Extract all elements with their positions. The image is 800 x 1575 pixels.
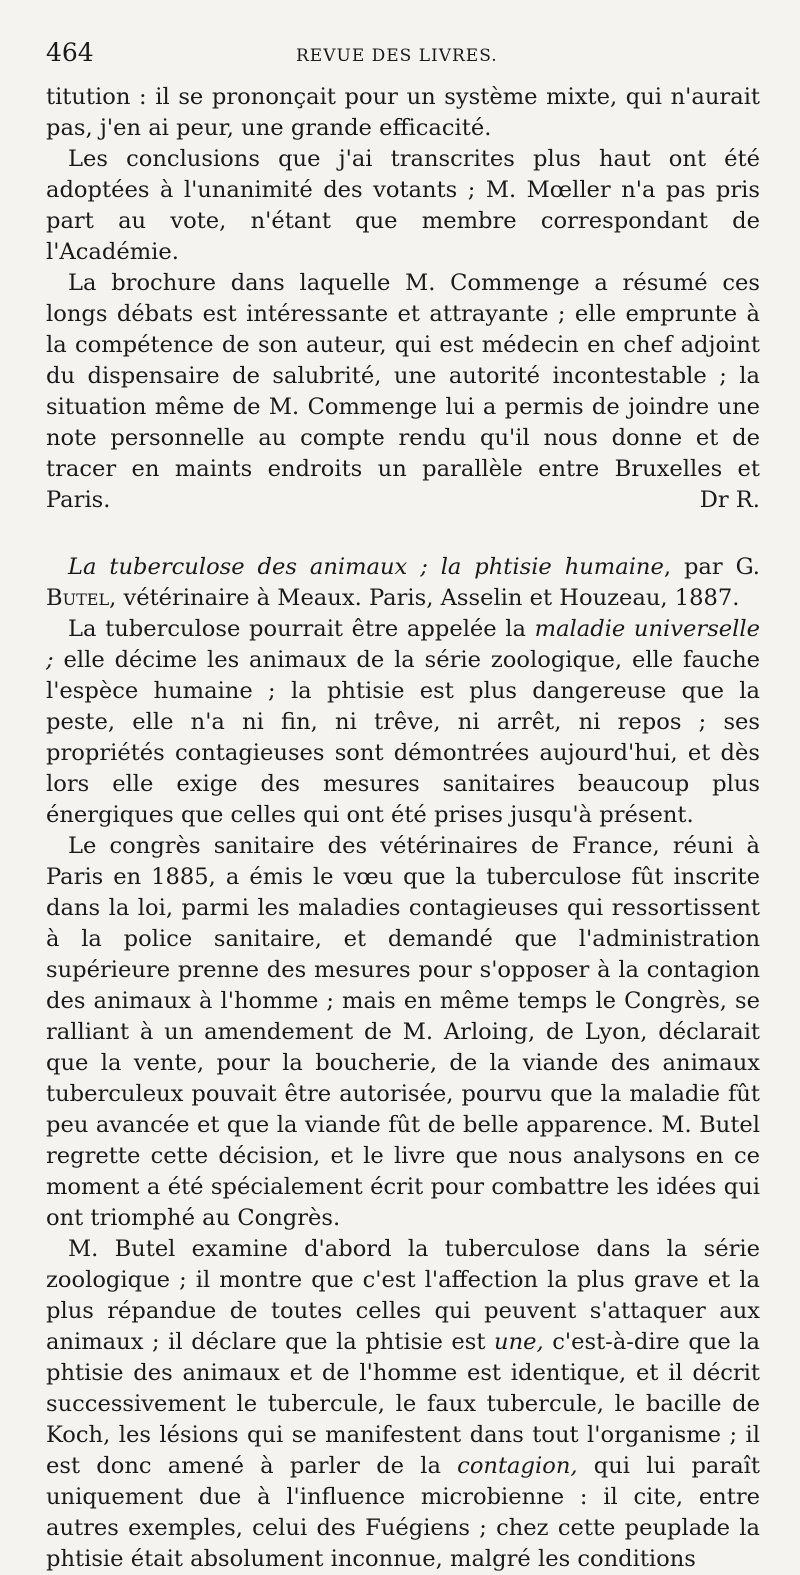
paragraph-brochure-text: La brochure dans laquelle M. Commenge a résumé ces longs débats est intéressante et attrayante ; elle emprunte à la compétence de son auteur, qui est médecin en chef adjoint du dispensaire de salubrité, une autorité incontestable ; la situation même de M. Commenge lui a permis de joindre une note personnelle au compte rendu qu'il nous donne et de tracer en maints endroits un parallèle entre Bruxelles et Paris. xyxy=(46,270,760,513)
text-run: c'est-à-dire que la phtisie des animaux et de l'homme est identique, et il décrit successivement le tubercule, le faux tubercule, le bacille de Koch, les lésions qui se manifestent dans tout l'organisme ; il est donc amené à parler de la xyxy=(46,1329,760,1479)
section-gap xyxy=(46,516,760,552)
text-run: M. Butel examine d'abord la tuberculose dans la série zoologique ; il montre que c'est l'affection la plus grave et la plus répandue de toutes celles qui peuvent s'attaquer aux animaux ; il déclare que la phtisie est xyxy=(46,1236,760,1355)
paragraph-butel xyxy=(46,1234,760,1575)
book-title: La tuberculose des animaux ; la phtisie humaine xyxy=(68,554,664,580)
text-run: La tuberculose pourrait être appelée la xyxy=(68,616,535,642)
paragraph-tuberculose xyxy=(46,614,760,831)
text-run: qui lui paraît uniquement due à l'influence microbienne : il cite, entre autres exemples, celui des Fuégiens ; chez cette peuplade la phtisie était absolument inconnue, malgré les conditions xyxy=(46,1453,760,1572)
body-text xyxy=(46,82,760,1575)
page-number: 464 xyxy=(46,38,94,67)
emphasis: maladie universelle ; xyxy=(46,616,760,673)
paragraph-brochure xyxy=(46,268,760,516)
paragraph-conclusions: Les conclusions que j'ai transcrites plus haut ont été adoptées à l'unanimité des votants ; M. Mœller n'a pas pris part au vote, n'étant que membre correspondant de l'Académie. xyxy=(46,146,760,265)
emphasis: contagion, xyxy=(457,1453,578,1479)
text-run: elle décime les animaux de la série zoologique, elle fauche l'espèce humaine ; la phtisie est plus dangereuse que la peste, elle n'a ni fin, ni trêve, ni arrêt, ni repos ; ses propriétés contagieuses sont démontrées aujourd'hui, et dès lors elle exige des mesures sanitaires beaucoup plus énergiques que celles qui ont été prises jusqu'à présent. xyxy=(46,647,760,828)
book-reference xyxy=(46,552,760,614)
book-author: Butel xyxy=(46,585,110,611)
book-by: , par G. xyxy=(663,554,760,580)
page-header xyxy=(46,38,760,82)
book-publication: , vétérinaire à Meaux. Paris, Asselin et Houzeau, 1887. xyxy=(109,585,740,611)
paragraph-congres: Le congrès sanitaire des vétérinaires de France, réuni à Paris en 1885, a émis le vœu que la tuberculose fût inscrite dans la loi, parmi les maladies contagieuses qui ressortissent à la police sanitaire, et demandé que l'administration supérieure prenne des mesures pour s'opposer à la contagion des animaux à l'homme ; mais en même temps le Congrès, se ralliant à un amendement de M. Arloing, de Lyon, déclarait que la vente, pour la boucherie, de la viande des animaux tuberculeux pouvait être autorisée, pourvu que la maladie fût peu avancée et que la viande fût de belle apparence. M. Butel regrette cette décision, et le livre que nous analysons en ce moment a été spécialement écrit pour combattre les idées qui ont triomphé au Congrès. xyxy=(46,833,760,1231)
paragraph-continuation: titution : il se prononçait pour un système mixte, qui n'aurait pas, j'en ai peur, une grande efficacité. xyxy=(46,84,760,141)
signature: Dr R. xyxy=(699,487,760,513)
running-head: REVUE DES LIVRES. xyxy=(296,46,498,66)
emphasis: une, xyxy=(494,1329,544,1355)
